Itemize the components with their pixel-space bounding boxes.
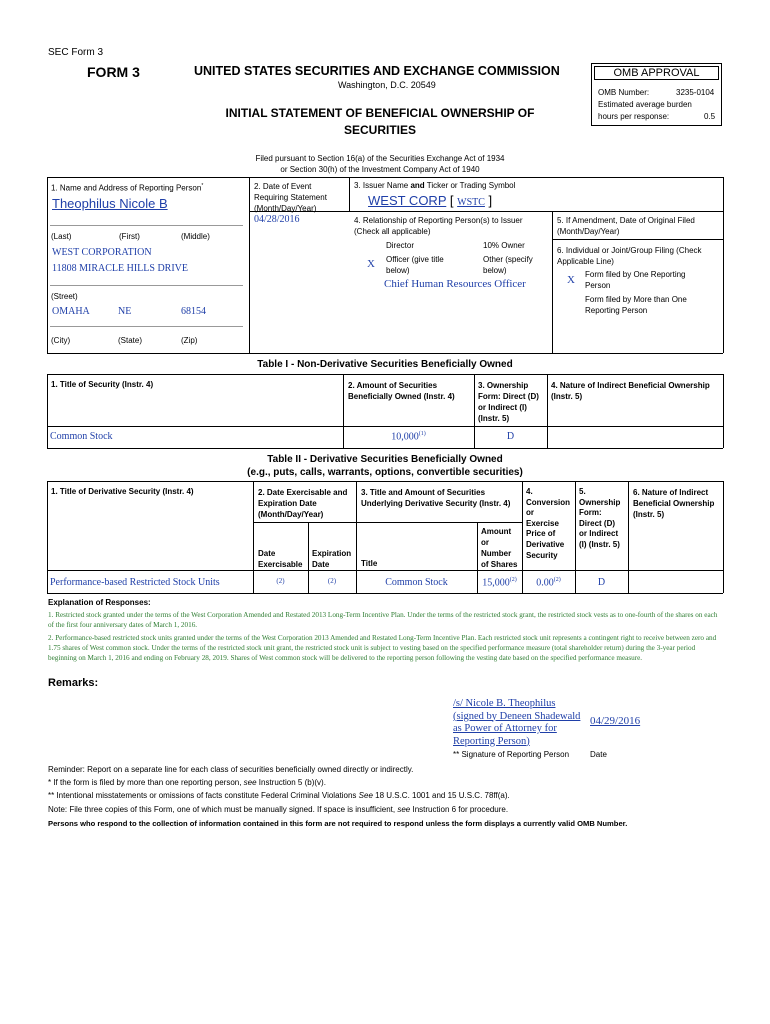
footnote-1: 1. Restricted stock granted under the terms of the West Corporation Amended and Restated 2013 Long-Term Incentive Plan. Under the terms of the restricted stock grant, the restricted stock vests as to one-fourth of the shares on each of the first four anniversary dates of March 1, 2016.: [48, 611, 718, 629]
table1-col-nature: 4. Nature of Indirect Beneficial Ownership (Instr. 5): [551, 381, 710, 401]
table1-row-form: D: [506, 431, 515, 442]
table2-sub-date-exercisable: Date Exercisable: [258, 549, 303, 569]
statement-title: INITIAL STATEMENT OF BENEFICIAL OWNERSHIP OF SECURITIES: [225, 106, 535, 137]
table2-col-price: 4. Conversion or Exercise Price of Derivative Security: [526, 487, 571, 560]
ten-pct-owner-option: 10% Owner: [483, 241, 525, 250]
file-note: Note: File three copies of this Form, one of which must be manually signed. If space is insufficient, see Instruction 6 for procedure.: [48, 805, 509, 814]
commission-title: UNITED STATES SECURITIES AND EXCHANGE COMMISSION: [194, 64, 560, 78]
issuer-label: 3. Issuer Name and Ticker or Trading Symbol: [354, 181, 516, 190]
form-title: FORM 3: [87, 64, 140, 80]
one-person-option: Form filed by One Reporting Person: [585, 270, 686, 290]
reporting-person-label: 1. Name and Address of Reporting Person*: [51, 183, 204, 193]
table2-col-title: 1. Title of Derivative Security (Instr. 4): [51, 487, 194, 496]
omb-hours-value: 0.5: [704, 112, 716, 121]
officer-option: Officer (give title below): [386, 255, 444, 275]
street-label: (Street): [51, 292, 78, 301]
filed-pursuant: Filed pursuant to Section 16(a) of the Securities Exchange Act of 1934 or Section 30(h) of the Investment Company Act of 1940: [255, 154, 505, 174]
state-label: (State): [118, 336, 143, 345]
footnote-2: 2. Performance-based restricted stock units granted under the terms of the West Corporation 2013 Amended and Restated Long-Term Incentive Plan. Each restricted stock unit represents a contingent right to receive between zero and 1.75 shares of West common stock. Under the terms of the restricted stock unit grant, the restricted stock unit is subject to vesting based on the specified performance measure (total shareholder return) during the 3-year period beginning on March 1, 2016 and ending on February 28, 2019. Shares of West common stock will be delivered to the reporting person following the vesting date based on the specified performance measure.: [48, 634, 717, 662]
table2-row-security: Performance-based Restricted Stock Units: [50, 577, 220, 588]
signature-label: ** Signature of Reporting Person: [453, 750, 570, 759]
amendment-label: 5. If Amendment, Date of Original Filed (Month/Day/Year): [557, 216, 695, 236]
relationship-label: 4. Relationship of Reporting Person(s) to Issuer (Check all applicable): [354, 216, 523, 236]
signature-date[interactable]: 04/29/2016: [590, 715, 641, 727]
omb-hours-label: hours per response:: [598, 112, 670, 121]
filing-type-label: 6. Individual or Joint/Group Filing (Check Applicable Line): [557, 246, 702, 266]
remarks-title: Remarks:: [48, 677, 99, 689]
omb-notice: Persons who respond to the collection of information contained in this form are not required to respond unless the form displays a currently valid OMB Number.: [48, 819, 628, 828]
explanation-title: Explanation of Responses:: [48, 598, 151, 607]
officer-title: Chief Human Resources Officer: [384, 278, 526, 290]
first-label: (First): [119, 232, 140, 241]
reminder-text: Reminder: Report on a separate line for each class of securities beneficially owned directly or indirectly.: [48, 765, 414, 774]
commission-location: Washington, D.C. 20549: [338, 80, 436, 90]
multi-person-option: Form filed by More than One Reporting Person: [585, 295, 687, 315]
city-value: OMAHA: [52, 306, 90, 317]
zip-value: 68154: [181, 306, 206, 317]
table2-title: Table II - Derivative Securities Beneficially Owned (e.g., puts, calls, warrants, options, convertible securities): [247, 454, 523, 478]
table2-col-dates: 2. Date Exercisable and Expiration Date (Month/Day/Year): [258, 488, 348, 519]
table2-sub-amount: Amount or Number of Shares: [481, 527, 518, 569]
table1-col-ownership: 3. Ownership Form: Direct (D) or Indirect (I) (Instr. 5): [478, 381, 539, 423]
issuer-name-ticker: WEST CORP [ WSTC ]: [368, 193, 493, 208]
table2-col-nature: 6. Nature of Indirect Beneficial Ownership (Instr. 5): [633, 488, 715, 519]
table2-row-amount: 15,000$^{(2)}$: [482, 577, 517, 589]
zip-label: (Zip): [181, 336, 198, 345]
event-date-value: 04/28/2016: [254, 214, 300, 225]
issuer-ticker[interactable]: WSTC: [457, 197, 485, 208]
one-person-checkmark: X: [567, 274, 575, 286]
last-label: (Last): [51, 232, 72, 241]
table1-row-security: Common Stock: [50, 431, 113, 442]
table2-sub-title: Title: [361, 559, 378, 568]
table2-row-underlying: Common Stock: [385, 577, 448, 588]
director-option: Director: [386, 241, 415, 250]
table1-row-amount: 10,000$^{(1)}$: [391, 431, 426, 443]
sec-form-label: SEC Form 3: [48, 47, 104, 58]
state-value: NE: [118, 306, 132, 317]
omb-approval-title: OMB APPROVAL: [594, 66, 719, 80]
table1-title: Table I - Non-Derivative Securities Beneficially Owned: [257, 359, 513, 370]
signature[interactable]: /s/ Nicole B. Theophilus (signed by Deneen Shadewald as Power of Attorney for Reporting Person): [453, 698, 581, 747]
omb-burden-label: Estimated average burden: [598, 100, 692, 109]
omb-number-value: 3235-0104: [676, 88, 715, 97]
middle-label: (Middle): [181, 232, 210, 241]
address-line-2: 11808 MIRACLE HILLS DRIVE: [52, 263, 189, 274]
date-label: Date: [590, 750, 607, 759]
issuer-name[interactable]: WEST CORP: [368, 193, 447, 208]
double-star-note: ** Intentional misstatements or omissions of facts constitute Federal Criminal Violations See 18 U.S.C. 1001 and 15 U.S.C. 78ff(a).: [48, 791, 510, 800]
other-option: Other (specify below): [483, 255, 533, 275]
table2-row-expiration: (2): [327, 577, 337, 585]
address-line-1: WEST CORPORATION: [52, 247, 152, 258]
table2-col-ownership: 5. Ownership Form: Direct (D) or Indirect (I) (Instr. 5): [579, 487, 621, 549]
city-label: (City): [51, 336, 71, 345]
table2-col-underlying: 3. Title and Amount of Securities Underlying Derivative Security (Instr. 4): [361, 488, 511, 508]
table1-col-title: 1. Title of Security (Instr. 4): [51, 380, 154, 389]
table2-row-price: 0.00$^{(2)}$: [536, 577, 561, 589]
table1-col-amount: 2. Amount of Securities Beneficially Owned (Instr. 4): [348, 381, 455, 401]
table2-row-date-exercisable: (2): [276, 577, 285, 585]
officer-checkmark: X: [367, 258, 375, 270]
event-date-label: 2. Date of Event Requiring Statement (Month/Day/Year): [254, 182, 327, 213]
table2-row-form: D: [597, 577, 606, 588]
star-note: * If the form is filed by more than one reporting person, see Instruction 5 (b)(v).: [48, 778, 326, 787]
table2-sub-expiration: Expiration Date: [312, 549, 352, 569]
reporting-person-name[interactable]: Theophilus Nicole B: [52, 196, 168, 211]
omb-number-label: OMB Number:: [598, 88, 650, 97]
